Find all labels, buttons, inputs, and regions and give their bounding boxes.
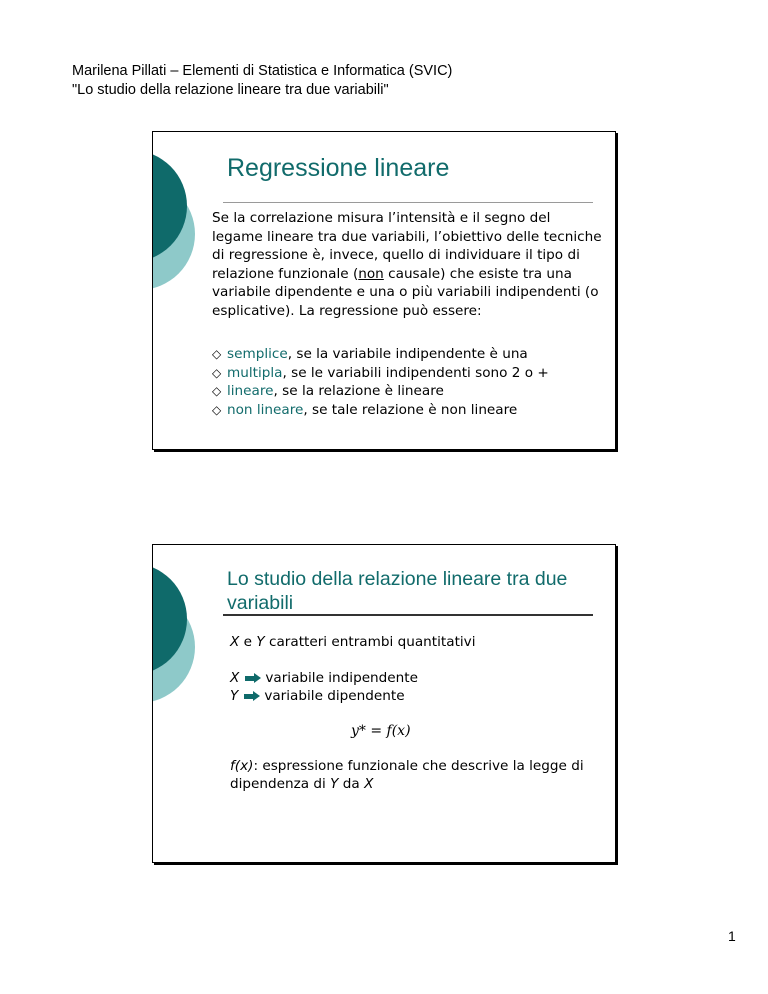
dependent-variable-line: [230, 687, 405, 705]
slide-title: Lo studio della relazione lineare tra due variabili: [227, 568, 568, 614]
slide-body-text: [212, 209, 604, 321]
bullet-term: multipla: [227, 364, 283, 381]
right-arrow-icon: [244, 691, 260, 701]
bullet-term: non lineare: [227, 401, 304, 418]
diamond-bullet-icon: ◇: [212, 384, 222, 399]
bullet-text: , se tale relazione è non lineare: [303, 401, 518, 418]
characters-text: caratteri entrambi quantitativi: [264, 634, 476, 650]
body-text-part-1: Se la correlazione misura l’intensità e il segno del legame lineare tra due variabili, l’obiettivo delle tecniche di regressione è, invece, quello di individuare il tipo di relazione funzionale (: [212, 210, 602, 282]
conjunction: e: [239, 634, 257, 650]
slide-regressione-lineare: [152, 131, 616, 450]
right-arrow-icon: [245, 673, 261, 683]
bullet-text: , se le variabili indipendenti sono 2 o +: [282, 364, 549, 381]
independent-variable-line: [230, 669, 418, 687]
var-y-label: Y: [256, 634, 265, 650]
characters-line: [230, 633, 476, 651]
formula: y* = f(x): [351, 723, 411, 739]
title-divider: [223, 614, 593, 616]
slide-title: Regressione lineare: [227, 154, 450, 182]
document-header: [72, 62, 452, 100]
slide-decoration-shape: [153, 545, 213, 745]
body-text-underlined: non: [358, 265, 384, 282]
bullet-item: [212, 401, 549, 420]
slide-decoration-shape: [153, 132, 213, 332]
bullet-item: [212, 364, 549, 383]
function-description: [230, 757, 592, 793]
bullet-text: , se la variabile indipendente è una: [287, 346, 528, 362]
body-text-part-2: causale) che esiste tra una variabile dipendente e una o più variabili indipendenti (o esplicative). La regressione può essere:: [212, 265, 599, 319]
diamond-bullet-icon: ◇: [212, 365, 222, 380]
diamond-bullet-icon: ◇: [212, 402, 222, 417]
bullet-item: [212, 382, 549, 401]
var-x-label: X: [230, 634, 240, 650]
bullet-item: [212, 345, 549, 364]
bullet-list: [212, 345, 549, 419]
var-y: Y: [330, 776, 339, 792]
slide-relazione-lineare: [152, 544, 616, 863]
dependent-variable-text: variabile dipendente: [264, 688, 405, 704]
title-divider: [223, 202, 593, 203]
var-x: X: [230, 670, 240, 686]
description-text: : espressione funzionale che descrive la legge di dipendenza di: [230, 758, 584, 792]
bullet-term: semplice: [227, 346, 288, 362]
var-y: Y: [230, 688, 239, 704]
bullet-term: lineare: [227, 383, 274, 400]
fx-term: f(x): [230, 758, 254, 774]
header-line-1: Marilena Pillati – Elementi di Statistica e Informatica (SVIC): [72, 63, 453, 79]
preposition: da: [338, 776, 365, 792]
header-line-2: "Lo studio della relazione lineare tra due variabili": [72, 82, 389, 98]
var-x: X: [364, 776, 374, 792]
diamond-bullet-icon: ◇: [212, 347, 222, 361]
independent-variable-text: variabile indipendente: [265, 670, 418, 686]
page-number: 1: [728, 928, 736, 944]
bullet-text: , se la relazione è lineare: [273, 383, 444, 400]
